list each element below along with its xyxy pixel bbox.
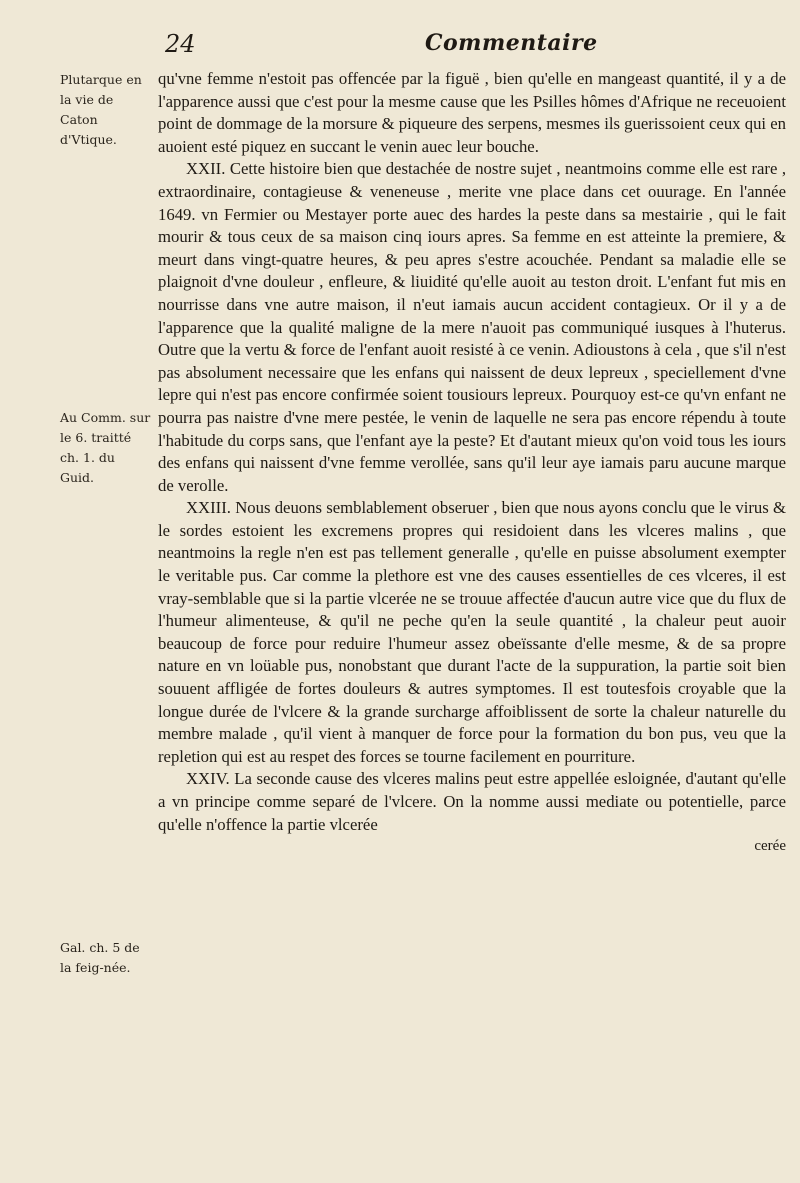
paragraph-continuation: qu'vne femme n'estoit pas offencée par la figuë , bien qu'elle en mangeast quantité, il y a de l'apparence aussi que c'est pour la mesme cause que les Psilles hômes d'Afrique ne receuoient point de dommage de la morsure & piqueure des serpens, mesmes ils guerissoient ceux qui en auoient esté piquez en succant le venin auec leur bouche. [158, 69, 786, 156]
catchword: cerée [754, 838, 786, 855]
page-header [0, 30, 800, 66]
margin-note-galien: Gal. ch. 5 de la feig-née. [60, 940, 140, 975]
paragraph-xxiv: XXIV. La seconde cause des vlceres malins peut estre appellée esloignée, d'autant qu'elle a vn principe comme separé de l'vlcere. On la nomme aussi mediate ou potentielle, parce qu'elle n'offence la partie vlcerée [158, 769, 786, 834]
body-text [158, 68, 786, 856]
paragraph-xxii: XXII. Cette histoire bien que destachée de nostre sujet , neantmoins comme elle est rare , extraordinaire, contagieuse & veneneuse , merite vne place dans cet ouurage. En l'année 1649. vn Fermier ou Mestayer porte auec des hardes la peste dans sa mestairie , qui le fait mourir & tous ceux de sa maison cinq iours apres. Sa femme en est atteinte la premiere, & meurt dans vingt-quatre heures, & peu apres s'estre acouchée. Pendant sa maladie elle se plaignoit d'vne douleur , enfleure, & liuidité qu'elle auoit au teston droit. L'enfant fut mis en nourrisse dans vne autre maison, il n'eut iamais aucun accident contagieux. Or il y a de l'apparence que la qualité maligne de la mere n'auoit pas communiqué iusques à l'huterus. Outre que la vertu & force de l'enfant auoit resisté à ce venin. Adioustons à cela , que s'il n'est pas absolument necessaire que les enfans qui naissent de deux lepreux , speciellement d'vne lepre qui n'est pas encore confirmée soient tousiours lepreux. Pourquoy est-ce qu'vn enfant ne pourra pas naistre d'vne mere pestée, le venin de laquelle ne sera pas encore répendu à toute l'habitude du corps sans, que l'enfant aye la peste? Et d'autant mieux qu'on void tous les iours des enfans qui naissent d'vne femme verollée, sans qu'il leur aye iamais paru aucune marque de verolle. [158, 159, 786, 495]
running-title: Commentaire [425, 30, 598, 56]
paragraph-xxiii: XXIII. Nous deuons semblablement obseruer , bien que nous ayons conclu que le virus & le sordes estoient les excremens propres qui residoient dans les vlceres malins , que neantmoins la regle n'en est pas tellement generalle , qu'elle en puisse absolument exempter le veritable pus. Car comme la plethore est vne des causes essentielles de ces vlceres, il est vray-semblable que si la partie vlcerée ne se trouue affectée d'aucun autre vice que du flux de l'humeur alimenteuse, & qu'il ne peche qu'en la seule quantité , la chaleur peut auoir beaucoup de force pour reduire l'humeur assez obeïssante d'elle mesme, & de sa propre nature en vn loüable pus, nonobstant que durant l'acte de la suppuration, la partie soit bien souuent affligée de fortes douleurs & autres symptomes. Il est toutesfois croyable que la longue durée de l'vlcere & la grande surcharge affoiblissent de sorte la chaleur naturelle du membre malade , qu'il vient à manquer de force pour la formation du bon pus, veu que la repletion qui est au respet des forces se tourne facilement en pourriture. [158, 498, 786, 766]
page-number: 24 [165, 30, 196, 58]
margin-note-plutarque: Plutarque en la vie de Caton d'Vtique. [60, 72, 142, 147]
margin-note-comm: Au Comm. sur le 6. traitté ch. 1. du Guid. [60, 410, 151, 485]
